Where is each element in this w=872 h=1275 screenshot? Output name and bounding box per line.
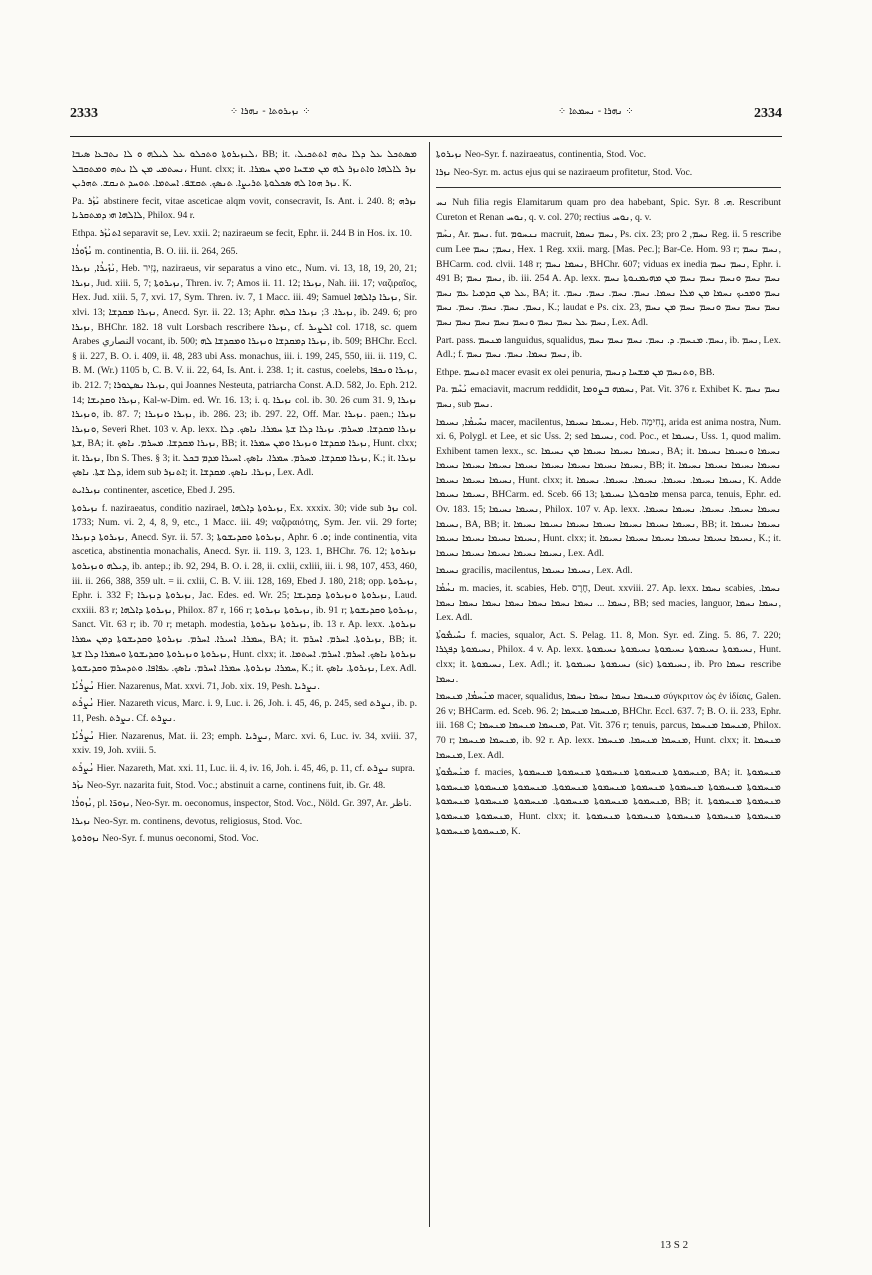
right-page-number: 2334 [754,106,782,121]
lexicon-entry: ܢܳܨܪܰܬ Hier. Nazareth vicus, Marc. i. 9, Luc. i. 26, Joh. i. 45, 46, p. 245, sed ܢܨܪܬ, ib. p. 11, Pesh. ܢܨܪܬ. Cf. ܢܨܪܬ. [72,698,417,724]
printer-signature: 13 S 2 [660,1239,689,1251]
right-column [436,148,781,1238]
running-header [70,106,782,130]
lexicon-entry: ܢܙܰܪ Neo-Syr. nazarita fuit, Stod. Voc.; abstinuit a carne, continens fuit, ib. Gr. 48. [72,780,386,792]
lexicon-entry: Ethpe. ܐܬܢܚܡ macer evasit ex olei penuria, ܘܬܢܚܡ ܡܢ ܡܫܚܐ ܕܢܚܡ, BB. [436,366,715,378]
lexicon-entry: ܢܚܰܡ, Ar. ܢܚܡ. fut. ܢܢܚܘܡ macruit, ܢܚܡ ܢܚܡܐ, Ps. cix. 23; pro ܢܚܡ, 2 Reg. ii. 5 rescribe cum Lee ܢܚܡ; ܢܚܡ, Hex. 1 Reg. xxii. marg. [Mas. Pec.]; Bar-Ce. Hom. 93 r; ܢܚܡ ܢܚܡ, BHCarm. cod. clvii. 148 r; ܢܚܡܐ ܢܚܡ, BHChr. 607; viduas ex inedia ܢܚܡ ܢܚܡ, Ephr. i. 491 B; ܢܚܡ ܢܚܡ, ib. iii. 254 A. Ap. lexx. ܢܚܡ ܢܚܡ ܘܢܚܡ ܢܚܡ ܢܚܡ ܡܢ ܡܗܝܡܢܘܬܐ ܢܚܡ ܥܠ ܡܢ ܩܕܡܝܐ ܥܡ ܢܚܡ, BA; it. ܢܚܡ ܘܡܟܝܟ ܢܚܡܐ ܡܢ ܡܠܐ ܢܚܡܐ. ܢܚܡ. ܢܚܡ. ܢܚܡ. ܢܚܡ. ܢܚܡ. ܢܚܡ. ܢܚܡ. ܢܚܡ. ܢܚܡ, K.; laudat e Ps. cix. 23, ܢܚܡ ܢܚܡ ܢܚܡ ܘܢܚܡ ܢܚܡ ܡܢ ܢܚܡ ܢܚܡ ܥܠ ܢܚܡ ܢܚܡ ܘܢܚܡ ܢܚܡ ܢܚܡ ܢܚܡ ܢܚܡ, Lex. Adl. [436,229,781,328]
lexicon-entry: ܢܙܝܪܘܬܐ Neo-Syr. f. naziraeatus, continentia, Stod. Voc. [436,149,647,160]
lexicon-entry: Part. pass. ܡܢܚܡ languidus, squalidus, ܢܚܡ. ܡܢܚܡ. ܕ. ܢܚܡ. ܢܚܡ ܢܚܡ ܢܚܡ, ib. ܢܚܡ, Lex. Adl.; f. ܢܚܡ ܢܚܡܐ. ܢܚܡ. ܢܚܡ ܢܚܡ, ib. [436,334,781,361]
left-column [72,148,417,1238]
lexicon-entry: ܢܳܨܪܳܝܳܐ Hier. Nazarenus, Mat. xxvi. 71, Job. xix. 19, Pesh. ܢܨܪܝܐ. [72,680,320,692]
lexicon-entry: ܢܙܝܪܘܬܐ f. naziraeatus, conditio nazirael, ܢܙܝܪܘܬܐ ܕܐܠܗܐ, Ex. xxxix. 30; vide sub ܢܙܪ col. 1733; Num. vi. 2, 4, 8, 9, etc., 1 Macc. iii. 49; ναζιραιότης, Sym. Jer. vii. 29 forte; ܢܙܝܪܘܬܐ ܕܢܙܝܪܐ, Anecd. Syr. ii. 57. 3; ܢܙܝܪܘܬܐ ܘܩܕܝܫܘܬܐ, Aphr. ܘ. 6; inde continentia, vita ascetica, abstinentia monachalis, Anecd. Syr. ii. 119. 3, 123. 1, BHChr. 76. 12; ܢܙܝܪܘܬܐ ܕܝܠܗ ܘܢܙܝܪܘܬܐ, ib. antep.; ib. 92, 294, B. O. i. 28, ii. cxlii, cxliii, iii. i. 98, 107, 453, 460, iii. ii. 266, 388, 359 ult. = ii. cxlii, C. B. V. iii. 128, 169, Ebed J. 180, 218; opp. ܢܙܝܪܘܬܐ, Ephr. i. 332 F; ܢܙܝܪܘܬܐ ܕܢܙܝܪܐ, Jac. Edes. ed. Wr. 25; ܢܙܝܪܘܬܐ ܘܢܙܝܪܘܬܐ ܕܩܕܝܫܐ, Laud. cxxiii. 83 r; ܢܙܝܪܘܬܐ ܕܐܠܗܐ, Philox. 87 r, 166 r; ܢܙܝܪܘܬܐ ܢܙܝܪܘܬܐ, ib. 91 r; ܢܙܝܪܘܬܐ ܘܩܕܝܫܘܬܐ, Sanct. Vit. 63 r; ib. 70 r; metaph. modestia, ܢܙܝܪܘܬܐ ܢܙܝܪܘܬܐ, ib. 13 r. Ap. lexx. ܢܙܝܪܘܬܐ. ܚܡܪܐ. ܐܚܝܪܐ. ܐܚܪܡ. ܢܙܝܪܘܬܐ ܘܩܕܝܫܘܬܐ ܕܡܢ ܚܡܪܐ, BA; it. ܢܙܝܪܘܬܐ. ܐܚܪܡ. ܐܚܪܡ, BB; it. ܢܙܝܪܘܬܐ ܘܢܙܝܪܘܬܐ ܘܩܕܝܫܘܬܐ ܘܚܡܪܐ ܕܠܐ ܫܬܐ, Hunt. clxx; it. ܢܙܝܪܘܬܐ ܢܐܣܟ. ܐܚܪܡ. ܐܚܪܡ. ܐܚܬܡܐ. ܚܡܪܐ. ܢܙܝܪܘܬܐ. ܚܡܪܐ. ܐܚܪܡ. ܢܐܣܟ. ܥܦܐܦܐ. ܘܬܕܚܪܡ ܘܩܕܝܫܘܬܐ, K.; it. ܢܙܝܪܘܬܐ. ܢܐܣܟ, Lex. Adl. [72,502,417,675]
lexicon-entry: ܢܙܝܪܐܝܬ continenter, ascetice, Ebed J. 295. [72,485,235,497]
lexicon-entry: ܢܳܨܪܰܬ Hier. Nazareth, Mat. xxi. 11, Luc. ii. 4, iv. 16, Joh. i. 45, 46, p. 11, cf. ܢܨܪܬ supra. [72,762,415,774]
lexicon-entry: ܢܚ Nuh filia regis Elamitarum quam pro dea habebant, Spic. Syr. ܗ. 8. Rescribunt Cureton et Renan ܢܘܚ, q. v. col. 270; rectius ܢܘܚ, q. v. [436,197,781,223]
lexicon-entry: ܢܚܺܝܡܽܘܬܳܐ f. macies, squalor, Act. S. Pelag. 11. 8, Mon. Syr. ed. Zing. 5. 86, 7. 220; ܢܚܝܡܘܬܐ ܕܦܓܪܐ, Philox. 4 v. Ap. lexx. ܢܚܝܡܘܬܐ ܢܚܝܡܘܬܐ ܢܚܝܡܘܬܐ ܢܚܝܡܘܬܐ ܢܚܝܡܘܬܐ, Hunt. clxx; it. ܢܚܝܡܘܬܐ, Lex. Adl.; it. ܢܚܝܡܘܬܐ ܢܚܝܡܘܬܐ (sic) ܢܚܝܡܘܬܐ, ib. Pro ܢܚܡܐ rescribe ܢܚܡܐ. [436,629,781,685]
lexicon-entry: Pa. ܢܰܙܰܪ abstinere fecit, vitae asceticae alqm vovit, consecravit, Is. Ant. i. 240. 8; ܢܙܪܗ ܠܐܠܗܐ ܗܝ ܕܡܬܩܪܝܐ, Philox. 94 r. [72,195,417,222]
lexicon-entry: ܢܙܘܪܘܬܐ Neo-Syr. f. munus oeconomi, Stod. Voc. [72,833,259,845]
section-divider [436,187,781,188]
lexicon-entry: ܢܙܪܐ Neo-Syr. m. actus ejus qui se naziraeum profitetur, Stod. Voc. [436,166,693,178]
lexicon-entry: Ethpa. ܐܬܢܰܙܰܪ separavit se, Lev. xxii. 2; naziraeum se fecit, Ephr. ii. 244 B in Hos. ix. 10. [72,227,412,239]
lexicon-entry: ܢܳܙܘܪܳܐ, pl. ܢܙܘܪ̈ܐ, Neo-Syr. m. oeconomus, inspector, Stod. Voc., Nöld. Gr. 397, Ar. ناظر. [72,797,412,809]
lexicon-entry: ܠܢܙܝܪܘܬܐ ܘܬܟܠܘ ܥܠ ܠܝܠܗ ܘ ܠܐ ܢܬܒܥܐ ܣܝܒܐ، BB; it. ܡܣܬܟܠ ܥܠ ܕܠܐ ܝܬܗ ܐܬܬܟܝܠ، ܢܚܬܡܝ ܡܢ ܠܐ ܝܬܗ ܘܡܬܩܒܠ، Hunt. clxx; it. ܢܙܪ ܠܐܠܗܐ ܘܐܬܢܙܪ ܠܗ ܡܢ ܡܫܚܐ ܘܡܢ ܚܡܪܐ. ܢܙܪ ܗܘܐ ܠܗ ܣܟܠܘܬܐ ܬܪܝܨܐ. ܬܢܣܟ. ܬܩܫܦ. ܐܚܬܡܐ. ܬܘܚܕ ܬܢܩܫ. ܬܗܪܝܢ. K. [72,149,417,190]
lexicon-entry: ܢܙܝܪܐ Neo-Syr. m. continens, devotus, religiosus, Stod. Voc. [72,815,303,827]
lexicon-entry: ܡܢܰܚܡܳܐ, ܡܢܚܡܐ macer, squalidus, ܡܢܚܡܐ ܢܚܡܐ ܢܚܡܐ ܢܚܡܐ σύγκριτον ὡς ἐν ἰδίαις, Galen. 26 v; BHCarm. ed. Sceb. 96. 2; ܡܢܚܡܐ ܡܢܚܡܐ, BHChr. Eccl. 637. 7; B. O. ii. 233, Ephr. iii. 168 C; ܡܢܚܡܐ ܡܢܚܡܐ ܡܢܚܡܐ, Pat. Vit. 376 r; tenuis, parcus, ܡܢܚܡܐ ܡܢܚܡܐ, Philox. 70 r; ܡܢܚܡܐ ܡܢܚܡܐ, ib. 92 r. Ap. lexx. ܡܢܚܡܐ ܡܢܚܡܐ. ܡܢܚܡܐ, Hunt. clxx; it. ܡܢܚܡܐ ܡܢܚܡܐ, Lex. Adl. [436,691,781,761]
lexicon-entry: ܢܳܙܽܘܪܳܐ m. continentia, B. O. iii. ii. 264, 265. [72,245,238,257]
lexicon-entry: ܡܢܰܚܡܽܘܬܳܐ f. macies, ܡܢܚܡܘܬܐ ܡܢܚܡܘܬܐ ܡܢܚܡܘܬܐ ܡܢܚܡܘܬܐ ܡܢܚܡܘܬܐ, BA; it. ܡܢܚܡܘܬܐ ܡܢܚܡܘܬܐ ܡܢܚܡܘܬܐ ܡܢܚܡܘܬܐ ܡܢܚܡܘܬܐ ܡܢܚܡܘܬܐ ܡܢܚܡܘܬܐ. ܡܢܚܡܘܬܐ ܡܢܚܡܘܬܐ ܡܢܚܡܘܬܐ ܡܢܚܡܘܬܐ ܡܢܚܡܘܬܐ ܡܢܚܡܘܬܐ. ܡܢܚܡܘܬܐ ܡܢܚܡܘܬܐ ܡܢܚܡܘܬܐ, BB; it. ܡܢܚܡܘܬܐ ܡܢܚܡܘܬܐ ܡܢܚܡܘܬܐ ܡܢܚܡܘܬܐ, Hunt. clxx; it. ܡܢܚܡܘܬܐ ܡܢܚܡܘܬܐ ܡܢܚܡܘܬܐ ܡܢܚܡܘܬܐ ܡܢܚܡܘܬܐ ܡܢܚܡܘܬܐ ܡܢܚܡܘܬܐ, K. [436,767,781,837]
lexicon-entry: ܢܳܨܪܳܝܳܐ Hier. Nazarenus, Mat. ii. 23; emph. ܢܨܪܝܐ, Marc. xvi. 6, Luc. iv. 34, xviii. 37, xxiv. 19, Joh. xviii. 5. [72,730,417,757]
lexicon-entry: ܢܚܺܝܡܳܐ, ܢܚܝܡܐ macer, macilentus, ܢܚܝܡܐ ܢܚܝܡܐ, Heb. נְחִימָה, arida est anima nostra, Num. xi. 6, Polygl. et Lee, et sic Uss. 2; sed ܢܚܝܡܐ, cod. Poc., et ܢܚܝܡܐ, Uss. 1, quod malim. Exhibent tamen lexx., sc. ܢܚܝܡܐ ܢܚܝܡܐ ܢܚܝܡܐ ܡܢ ܢܚܝܡܐ, BA; it. ܢܚܝܡܐ ܘܢܚܝܡܐ ܢܚܝܡܐ ܢܚܝܡܐ ܢܚܝܡܐ ܢܚܝܡܐ ܢܚܝܡܐ ܢܚܝܡܐ ܢܚܝܡܐ ܢܚܝܡܐ ܢܚܝܡܐ, BB; it. ܢܚܝܡܐ ܢܚܝܡܐ ܢܚܝܡܐ ܢܚܝܡܐ ܢܚܝܡܐ ܢܚܝܡܐ ܢܚܝܡܐ, Hunt. clxx; it. ܢܚܝܡܐ ܢܚܝܡܐ. ܢܚܝܡܐ. ܢܚܝܡܐ. ܢܚܝܡܐ. ܢܚܝܡܐ, K. Adde ܢܚܝܡܐ ܢܚܝܡܐ, BHCarm. ed. Sceb. 66 13; ܡܐܟܘܠܬܐ ܢܚܝܡܬܐ mensa parca, tenuis, Ephr. ed. Ov. 183. 15; ܢܚܝܡܐ ܢܚܝܡܐ, Philox. 107 v. Ap. lexx. ܢܚܝܡܐ ܢܚܝܡܐ. ܢܚܝܡܐ. ܢܚܝܡܐ ܢܚܝܡܐ. ܢܚܝܡܐ, BA, BB; it. ܢܚܝܡܐ ܢܚܝܡܐ ܢܚܝܡܐ ܢܚܝܡܐ ܢܚܝܡܐ ܢܚܝܡܐ ܢܚܝܡܐ, BB; it. ܢܚܝܡܐ ܢܚܝܡܐ ܢܚܝܡܐ ܢܚܝܡܐ ܢܚܝܡܐ ܢܚܝܡܐ, Hunt. clxx; it. ܢܚܝܡܐ ܢܚܝܡܐ ܢܚܝܡܐ ܢܚܝܡܐ ܢܚܝܡܐ ܢܚܝܡܐ, K.; it. ܢܚܝܡܐ ܢܚܝܡܐ ܢܚܝܡܐ ܢܚܝܡܐ ܢܚܝܡܐ, Lex. Adl. [436,416,781,559]
header-rule [70,136,782,137]
lexicon-entry: Pa. ܢܰܚܶܡ emaciavit, macrum reddidit, ܢܚܡܗ ܒܨܘܡܐ, Pat. Vit. 376 r. Exhibet K. ܢܚܡ ܢܚܡ ܢܚܡ, sub ܢܚܡ. [436,384,781,410]
right-running-title: ⁘ ܢܗܪܐ - ܢܚܡܬܐ ⁘ [558,106,634,117]
lexicon-entry: ܢܰܙܺܝܪܳܐ, ܢܙܝܪܐ, Heb. נָזִיר, naziraeus, vir separatus a vino etc., Num. vi. 13, 18, 19, 20, 21; ܢܙܝܪܐ, Jud. xiii. 5, 7; ܢܙܝܪܘܬܐ, Thren. iv. 7; Amos ii. 11. 12; ܢܙܝܪܐ, Nah. iii. 17; ναζιραῖος, Hex. Jud. xiii. 5, 7, xvi. 17, Sym. Thren. iv. 7, 1 Macc. iii. 49; Samuel ܢܙܝܪܐ ܕܐܠܗܐ, Sir. xlvi. 13; ܢܙܝܪܐ ܡܩܕܫܐ, Anecd. Syr. ii. 22. 13; Aphr. ܢܙܝܪܐ. 3; ܢܙܝܪܐ ܟܠܗ, ib. 249. 6; pro ܢܙܝܪܐ, BHChr. 182. 18 vult Lorsbach rescribere ܢܙܝܪܐ, cf. ܐܠܨܝܪ col. 1718, sc. quem Arabes النصاري vocant, ib. 500; ܢܙܝܪܐ ܕܡܩܕܫܐ ܘܢܙܝܪܐ ܘܡܩܕܫܐ ܠܗ, ib. 509; BHChr. Eccl. § ii. 227, B. O. i. 409, ii. 48, 283 ubi Ass. monachus, iii. i. 199, 245, 550, iii. ii. 119, C. B. M. (Wr.) 1105 b, C. B. V. ii. 22, 64, Is. Ant. i. 238. 1; it. castus, coelebs, ܢܙܝܪܐ ܘܢܟܦܐ, ib. 212. 7; ܢܙܝܪܐ ܢܣܛܘܪܐ, qui Joannes Nesteuta, patriarcha Const. A.D. 582, Jo. Eph. 212. 14; ܢܙܝܪܐ ܘܩܕܝܫܐ, Kal-w-Dim. ed. Wr. 16. 13; i. q. ܢܙܝܪܐ col. ib. 30. 26 cum 31. 9, ܢܙܝܪܐ ܘܢܙܝܪܐ, ib. 87. 7; ܢܙܝܪܐ ܘܢܙܝܪܐ, ib. 286. 23; ib. 297. 22, Off. Mar. ܢܙܝܪܐ. paen.; ܢܙܝܪܐ ܘܢܙܝܪܐ, Severi Rhet. 103 v. Ap. lexx. ܢܙܝܪܐ ܡܩܕܫܐ. ܡܚܪܡ. ܢܙܝܪܐ ܕܠܐ ܫܬܐ ܚܡܪܐ. ܢܐܣܟ. ܕܠܐ ܫܬܐ, BA; it. ܢܙܝܪܐ ܡܩܕܫܐ. ܡܚܪܡ. ܢܐܣܟ, BB; it. ܢܙܝܪܐ ܡܩܕܫܐ ܘܢܙܝܪܐ ܘܡܢ ܚܡܪܐ, Hunt. clxx; it. ܢܙܝܪܐ, Ibn S. Thes. § 3; it. ܢܙܝܪܐ ܡܩܕܫܐ. ܡܚܪܡ. ܚܡܪܐ. ܢܐܣܟ. ܐܚܝܪܐ ܡܕܡ ܒܟܠ, K.; it. ܢܙܝܪܐ ܕܠܐ ܫܬܐ. ܢܐܣܟ, idem sub ܐܬܢܙܪ; it. ܢܙܝܪܐ. ܢܐܣܟ. ܡܩܕܫܐ, Lex. Adl. [72,263,417,479]
left-running-title: ⁘ ܢܙܝܪܘܬܐ - ܢܗܪܐ ⁘ [230,106,311,117]
left-page-number: 2333 [70,106,98,121]
column-divider [429,142,430,1227]
lexicon-entry: ܢܚܳܡܳܐ m. macies, it. scabies, Heb. חֶרֶס, Deut. xxviii. 27. Ap. lexx. ܢܚܡܐ scabies, ܢܚܡܐ. ܢܚܡܐ ... ܢܚܡܐ ܢܚܡܐ ܢܚܡܐ ܢܚܡܐ ܢܚܡܐ ܢܚܡܐ ܢܚܡܐ, BB; sed macies, languor, ܢܚܡܐ ܢܚܡܐ, Lex. Adl. [436,583,781,624]
lexicon-entry: ܢܚܝܡܐ gracilis, macilentus, ܢܚܝܡܐ ܢܚܝܡܐ, Lex. Adl. [436,565,633,577]
